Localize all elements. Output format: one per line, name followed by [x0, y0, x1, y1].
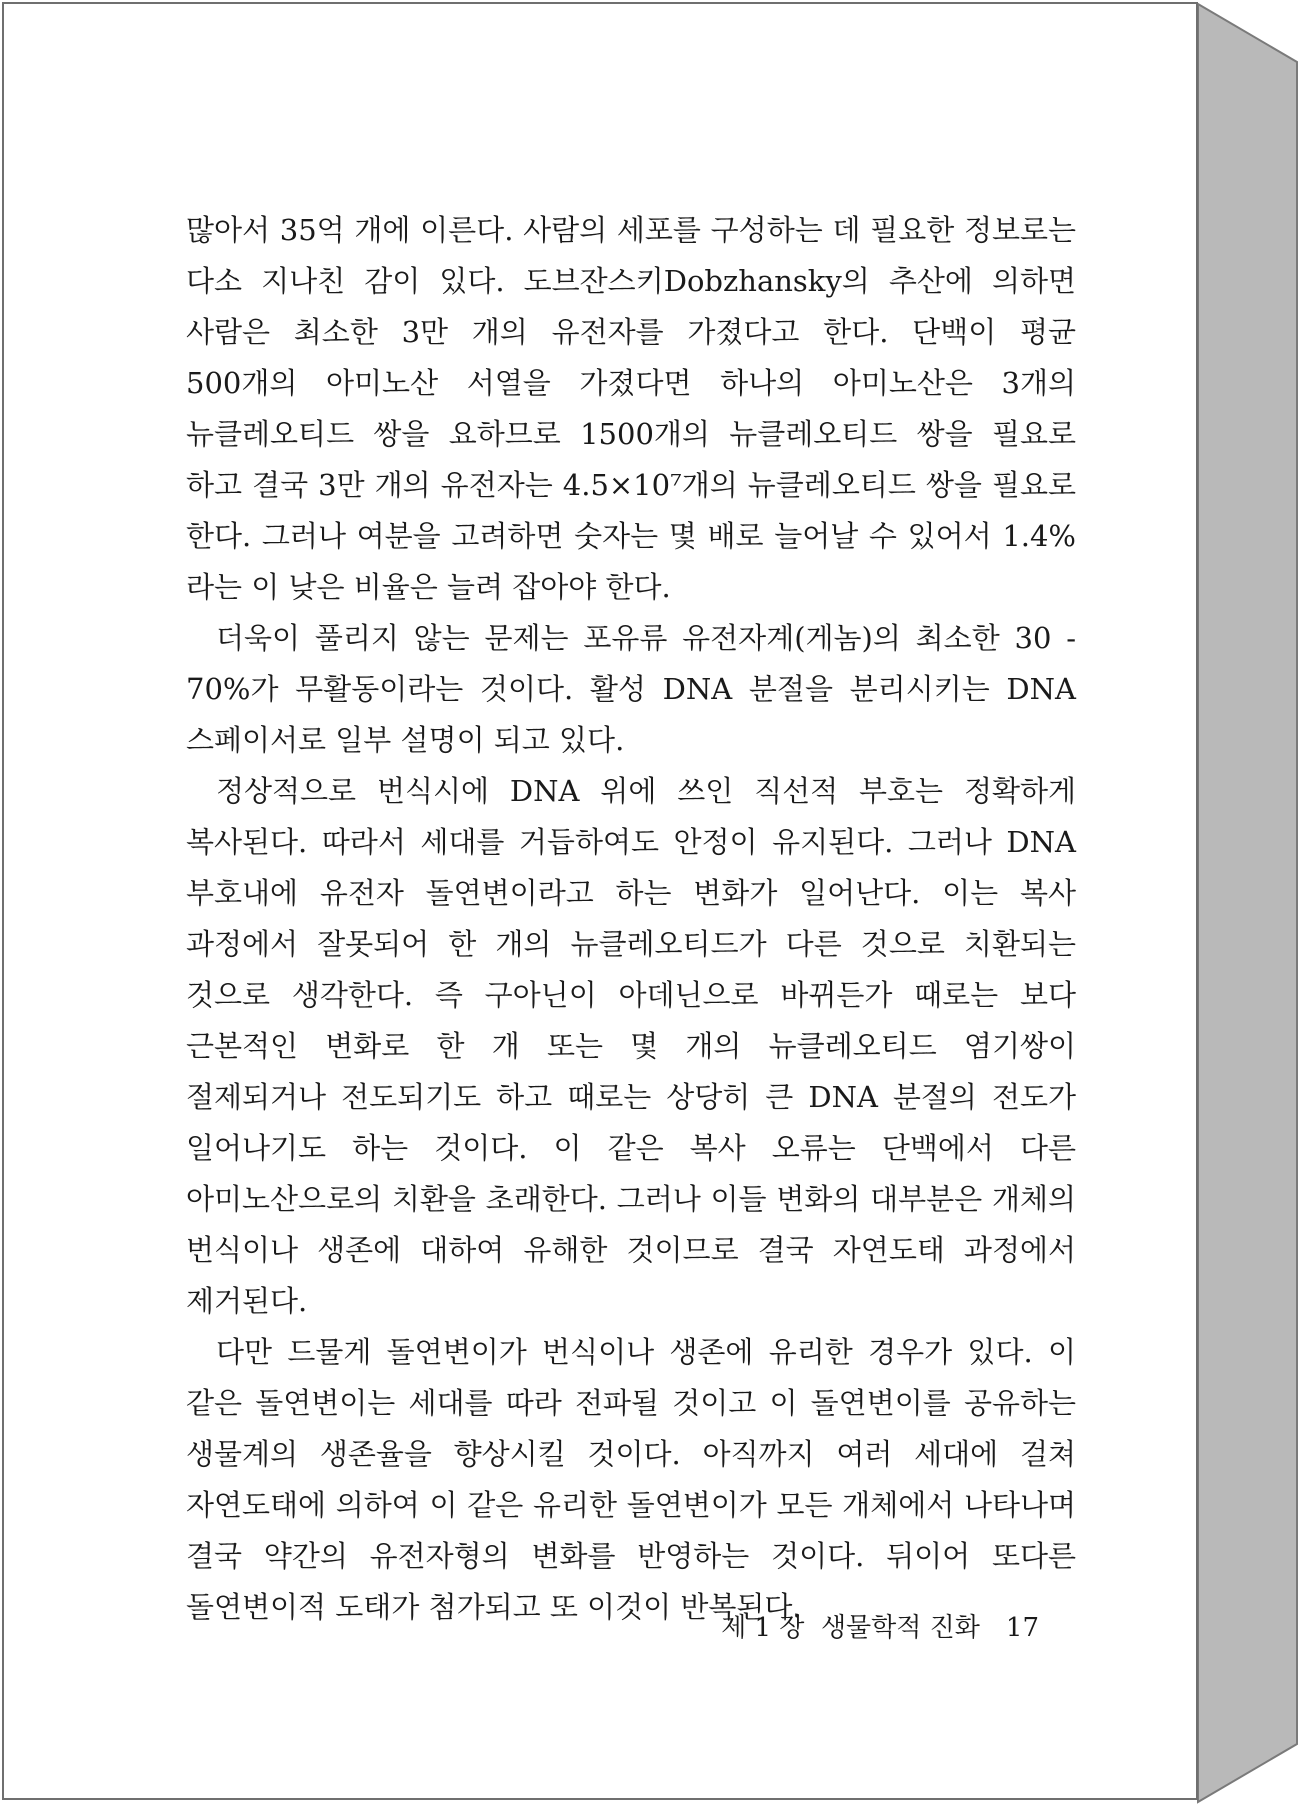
- paragraph: 다만 드물게 돌연변이가 번식이나 생존에 유리한 경우가 있다. 이 같은 돌연변이는 세대를 따라 전파될 것이고 이 돌연변이를 공유하는 생물계의 생존율을 향상시킬 것이다. 아직까지 여러 세대에 걸쳐 자연도태에 의하여 이 같은 유리한 돌연변이가 모든 개체에서 나타나며 결국 약간의 유전자형의 변화를 반영하는 것이다. 뒤이어 또다른 돌연변이적 도태가 첨가되고 또 이것이 반복된다.: [186, 1335, 1076, 1624]
- running-footer: [721, 1607, 1039, 1644]
- paragraph: 더욱이 풀리지 않는 문제는 포유류 유전자계(게놈)의 최소한 30 - 70%가 무활동이라는 것이다. 활성 DNA 분절을 분리시키는 DNA 스페이서로 일부 설명이 되고 있다.: [186, 621, 1076, 757]
- page-number: 17: [1005, 1613, 1039, 1643]
- paragraph: 정상적으로 번식시에 DNA 위에 쓰인 직선적 부호는 정확하게 복사된다. 따라서 세대를 거듭하여도 안정이 유지된다. 그러나 DNA 부호내에 유전자 돌연변이라고 하는 변화가 일어난다. 이는 복사 과정에서 잘못되어 한 개의 뉴클레오티드가 다른 것으로 치환되는 것으로 생각한다. 즉 구아닌이 아데닌으로 바뀌든가 때로는 보다 근본적인 변화로 한 개 또는 몇 개의 뉴클레오티드 염기쌍이 절제되거나 전도되기도 하고 때로는 상당히 큰 DNA 분절의 전도가 일어나기도 하는 것이다. 이 같은 복사 오류는 단백에서 다른 아미노산으로의 치환을 초래한다. 그러나 이들 변화의 대부분은 개체의 번식이나 생존에 대하여 유해한 것이므로 결국 자연도태 과정에서 제거된다.: [186, 774, 1076, 1318]
- body-text: [186, 205, 1076, 1633]
- paragraph: 많아서 35억 개에 이른다. 사람의 세포를 구성하는 데 필요한 정보로는 다소 지나친 감이 있다. 도브잔스키Dobzhansky의 추산에 의하면 사람은 최소한 3만 개의 유전자를 가졌다고 한다. 단백이 평균 500개의 아미노산 서열을 가졌다면 하나의 아미노산은 3개의 뉴클레오티드 쌍을 요하므로 1500개의 뉴클레오티드 쌍을 필요로 하고 결국 3만 개의 유전자는 4.5×10⁷개의 뉴클레오티드 쌍을 필요로 한다. 그러나 여분을 고려하면 숫자는 몇 배로 늘어날 수 있어서 1.4%라는 이 낮은 비율은 늘려 잡아야 한다.: [186, 213, 1076, 604]
- chapter-title: 제 1 장 생물학적 진화: [721, 1613, 980, 1643]
